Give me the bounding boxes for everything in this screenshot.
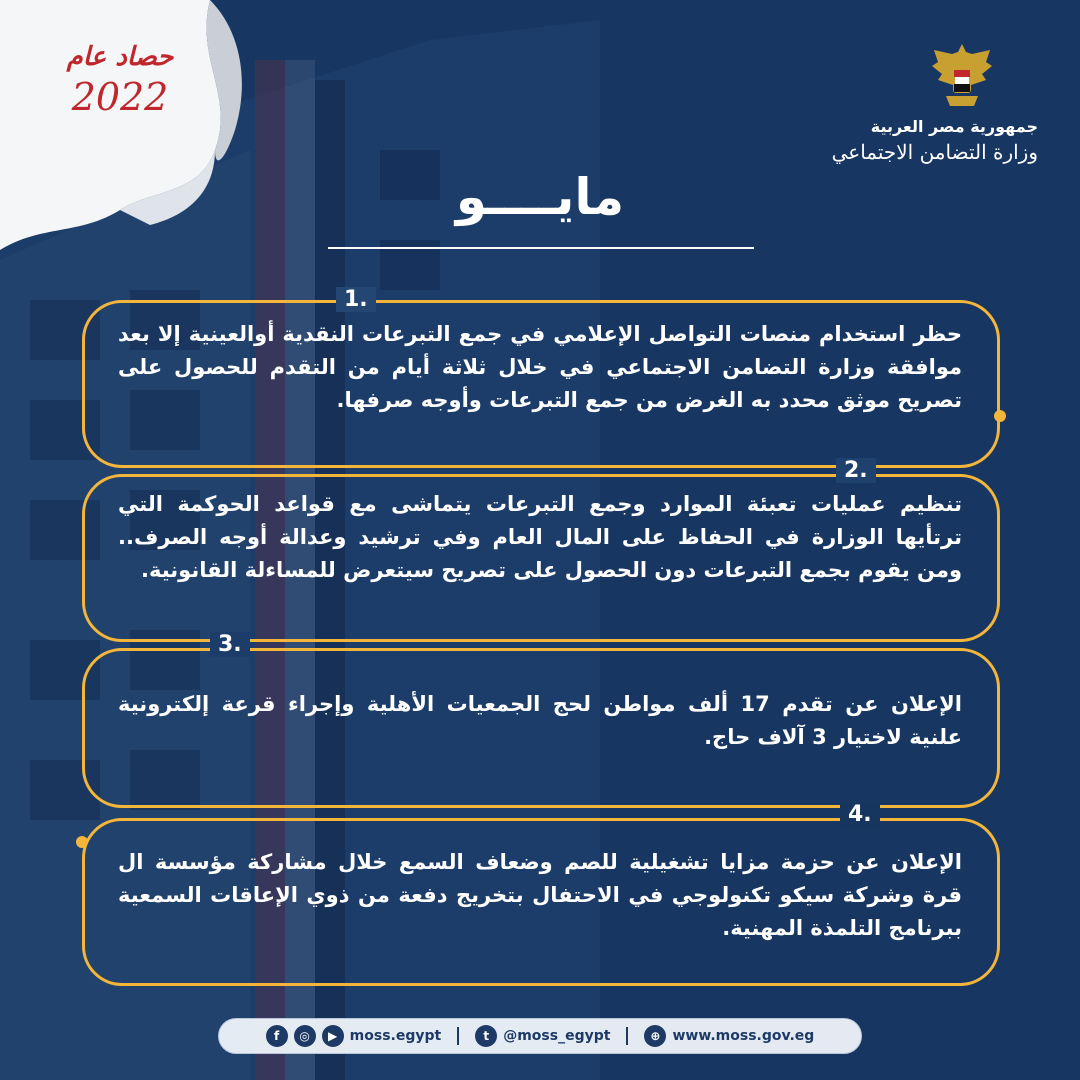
harvest-label — [20, 40, 220, 120]
social-group — [266, 1025, 442, 1047]
page-title: مايــــو — [455, 168, 625, 226]
item-1-number: 1. — [336, 287, 376, 312]
harvest-title: حصاد عام — [66, 42, 174, 72]
globe-icon[interactable]: ⊕ — [644, 1025, 666, 1047]
item-2-number: 2. — [836, 458, 876, 483]
page-curl-decoration — [0, 0, 280, 250]
instagram-icon[interactable]: ◎ — [294, 1025, 316, 1047]
website-group — [644, 1025, 814, 1047]
item-3-number: 3. — [210, 632, 250, 657]
footer-contact-bar — [218, 1018, 862, 1054]
item-3-text: الإعلان عن تقدم 17 ألف مواطن لحج الجمعيات الأهلية وإجراء قرعة إلكترونية علنية لاختيار 3 آلاف حاج. — [118, 692, 962, 749]
website-link[interactable]: www.moss.gov.eg — [672, 1028, 815, 1044]
footer-divider — [457, 1027, 459, 1045]
harvest-year: 2022 — [71, 75, 169, 119]
item-1-dot — [994, 410, 1006, 422]
item-4-dot — [76, 836, 88, 848]
item-4-number: 4. — [840, 802, 880, 827]
footer-divider — [626, 1027, 628, 1045]
ministry-name-block — [832, 116, 1038, 166]
item-2-text: تنظيم عمليات تعبئة الموارد وجمع التبرعات يتماشى مع قواعد الحوكمة التي ترتأيها الوزارة في الحفاظ على المال العام وفي ترشيد وعدالة أوجه الصرف.. ومن يقوم بجمع التبرعات دون الحصول على تصريح سيتعرض للمساءلة القانونية. — [118, 492, 962, 582]
youtube-icon[interactable]: ▶ — [322, 1025, 344, 1047]
item-4-text: الإعلان عن حزمة مزايا تشغيلية للصم وضعاف السمع خلال مشاركة مؤسسة ال قرة وشركة سيكو تكنولوجي في الاحتفال بتخريج دفعة من ذوي الإعاقات السمعية ببرنامج التلمذة المهنية. — [118, 850, 962, 940]
country-name: جمهورية مصر العربية — [870, 117, 1038, 136]
ministry-name: وزارة التضامن الاجتماعي — [831, 140, 1038, 164]
eagle-emblem-icon — [924, 40, 1000, 116]
twitter-group — [475, 1025, 610, 1047]
twitter-handle-link[interactable]: @moss_egypt — [503, 1028, 611, 1044]
social-handle-link[interactable]: moss.egypt — [349, 1028, 442, 1044]
facebook-icon[interactable]: f — [266, 1025, 288, 1047]
item-1-text: حظر استخدام منصات التواصل الإعلامي في جمع التبرعات النقدية أوالعينية إلا بعد موافقة وزارة التضامن الاجتماعي في خلال ثلاثة أيام من التقدم للحصول على تصريح موثق محدد به الغرض من جمع التبرعات وأوجه صرفها. — [118, 322, 962, 412]
title-underline — [328, 247, 754, 249]
twitter-icon[interactable]: t — [475, 1025, 497, 1047]
